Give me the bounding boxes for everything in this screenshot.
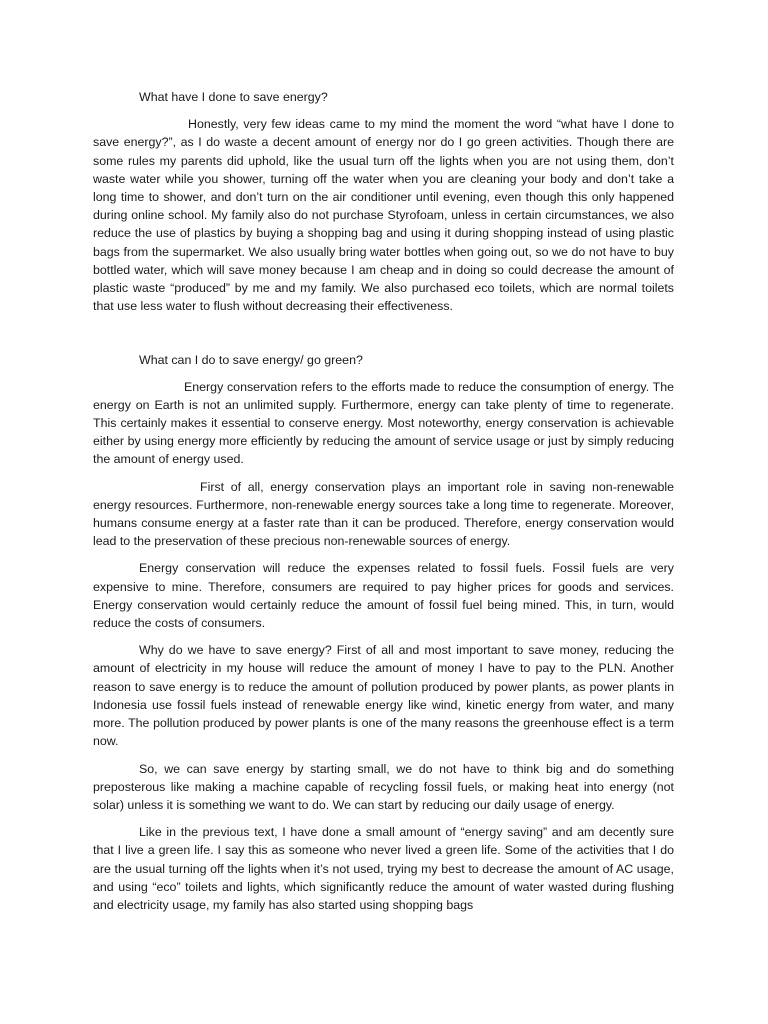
paragraph-what-have-i-done: Honestly, very few ideas came to my mind the moment the word “what have I done to save energy?”, as I do waste a decent amount of energy nor do I go green activities. Though there are some rules my parents did uphold, like the usual turn off the lights when you are not using them, don’t waste water while you shower, turning off the water when you are cleaning your body and don’t take a long time to shower, and don’t turn on the air conditioner until evening, even though this only happened during online school. My family also do not purchase Styrofoam, unless in certain circumstances, we also reduce the use of plastics by buying a shopping bag and using it during shopping instead of using plastic bags from the supermarket. We also usually bring water bottles when going out, so we do not have to buy bottled water, which will save money because I am cheap and in doing so could decrease the amount of plastic waste “produced” by me and my family. We also purchased eco toilets, which are normal toilets that use less water to flush without decreasing their effectiveness. (93, 117, 674, 314)
paragraph-green-life: Like in the previous text, I have done a small amount of “energy saving” and am decently sure that I live a green life. I say this as someone who never lived a green life. Some of the activities that I do are the usual turning off the lights when it’s not used, trying my best to decrease the amount of AC usage, and using “eco” toilets and lights, which significantly reduce the amount of water wasted during flushing and electricity usage, my family has also started using shopping bags (93, 825, 674, 912)
paragraph-spacer (93, 814, 674, 823)
paragraph-start-small: So, we can save energy by starting small, we do not have to think big and do something preposterous like making a machine capable of recycling fossil fuels, or making heat into energy (not solar) unless it is something we want to do. We can start by reducing our daily usage of energy. (93, 761, 674, 812)
section-heading-what-have-i-done: What have I done to save energy? (139, 90, 328, 104)
paragraph-spacer (93, 632, 674, 641)
paragraph-spacer (93, 469, 674, 478)
paragraph-why-save-energy: Why do we have to save energy? First of all and most important to save money, reducing the amount of electricity in my house will reduce the amount of money I have to pay to the PLN. Another reason to save energy is to reduce the amount of pollution produced by power plants, as power plants in Indonesia use fossil fuels instead of renewable energy like wind, kinetic energy from water, and many more. The pollution produced by power plants is one of the many reasons the greenhouse effect is a term now. (93, 643, 674, 749)
paragraph-spacer (93, 751, 674, 760)
paragraph-non-renewable-resources: First of all, energy conservation plays an important role in saving non-renewable energy resources. Furthermore, non-renewable energy sources take a long time to regenerate. Moreover, humans consume energy at a faster rate than it can be produced. Therefore, energy conservation would lead to the preservation of these precious non-renewable sources of energy. (93, 479, 674, 549)
paragraph-energy-conservation-definition: Energy conservation refers to the efforts made to reduce the consumption of energy. The energy on Earth is not an unlimited supply. Furthermore, energy can take plenty of time to regenerate. This certainly makes it essential to conserve energy. Most noteworthy, energy conservation is achievable either by using energy more efficiently by reducing the amount of service usage or just by simply reducing the amount of energy used. (93, 379, 674, 467)
paragraph-fossil-fuel-expenses: Energy conservation will reduce the expenses related to fossil fuels. Fossil fuels are very expensive to mine. Therefore, consumers are required to pay higher prices for goods and services. Energy conservation would certainly reduce the amount of fossil fuel being mined. This, in turn, would reduce the costs of consumers. (93, 561, 674, 631)
section-heading-what-can-i-do: What can I do to save energy/ go green? (139, 353, 363, 368)
section-spacer (93, 315, 674, 351)
paragraph-spacer (93, 550, 674, 559)
document-page (93, 88, 674, 914)
